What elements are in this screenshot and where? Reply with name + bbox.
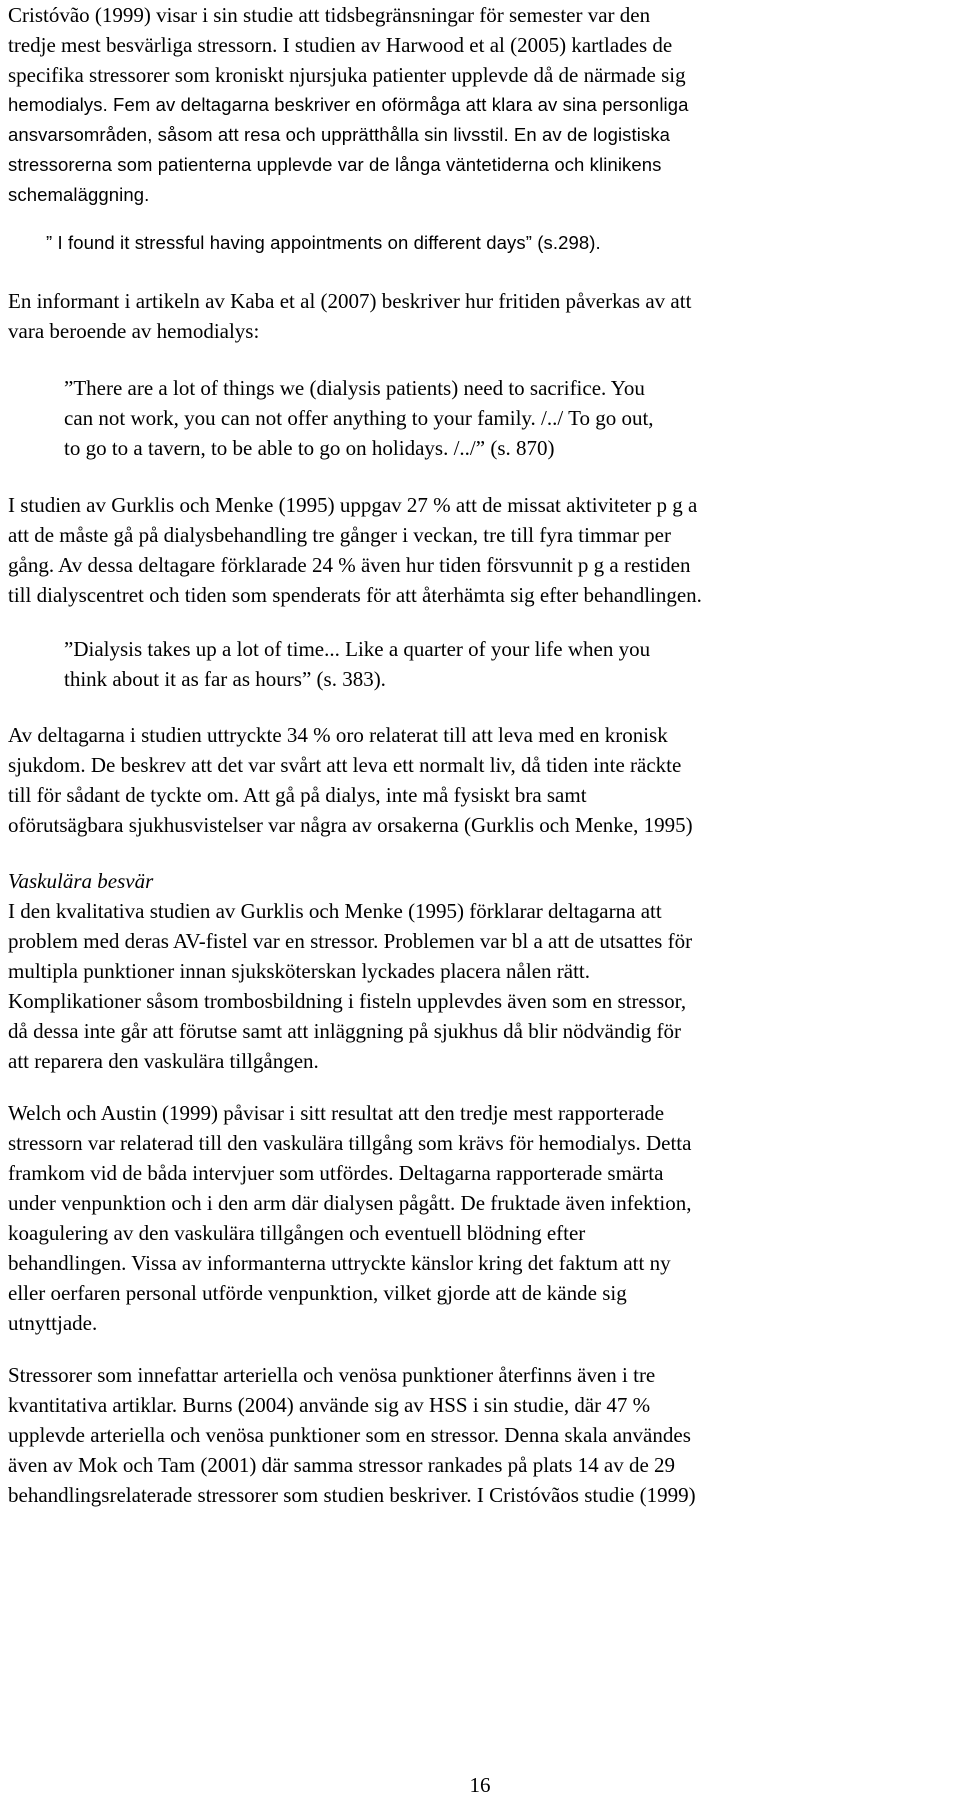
- paragraph-hemodialys-logistics: [8, 90, 830, 210]
- text-line: I studien av Gurklis och Menke (1995) uppgav 27 % att de missat aktiviteter p g a: [8, 493, 698, 517]
- quote-line: to go to a tavern, to be able to go on holidays. /../” (s. 870): [64, 436, 555, 460]
- text-line: hemodialys. Fem av deltagarna beskriver en oförmåga att klara av sina personliga: [8, 94, 689, 115]
- text-line: upplevde arteriella och venösa punktioner som en stressor. Denna skala användes: [8, 1423, 691, 1447]
- text-line: Welch och Austin (1999) påvisar i sitt resultat att den tredje mest rapporterade: [8, 1101, 665, 1125]
- text-line: En informant i artikeln av Kaba et al (2007) beskriver hur fritiden påverkas av att: [8, 289, 692, 313]
- text-line: behandlingen. Vissa av informanterna uttryckte känslor kring det faktum att ny: [8, 1251, 671, 1275]
- block-quote-appointments: [46, 228, 766, 258]
- quote-line: can not work, you can not offer anything to your family. /../ To go out,: [64, 406, 654, 430]
- text-line: stressorerna som patienterna upplevde var de långa väntetiderna och klinikens: [8, 154, 662, 175]
- text-line: att de måste gå på dialysbehandling tre gånger i veckan, tre till fyra timmar per: [8, 523, 671, 547]
- text-line: till för sådant de tyckte om. Att gå på dialys, inte må fysiskt bra samt: [8, 783, 587, 807]
- section-heading: Vaskulära besvär: [8, 869, 154, 893]
- quote-line: ” I found it stressful having appointments on different days” (s.298).: [46, 232, 601, 253]
- text-line: under venpunktion och i den arm där dialysen pågått. De fruktade även infektion,: [8, 1191, 692, 1215]
- text-line: ansvarsområden, såsom att resa och upprätthålla sin livsstil. En av de logistiska: [8, 124, 671, 145]
- text-line: oförutsägbara sjukhusvistelser var några av orsakerna (Gurklis och Menke, 1995): [8, 813, 693, 837]
- text-line: vara beroende av hemodialys:: [8, 319, 260, 343]
- text-line: att reparera den vaskulära tillgången.: [8, 1049, 319, 1073]
- paragraph-intro: [8, 0, 830, 90]
- text-line: schemaläggning.: [8, 184, 150, 205]
- paragraph-chronic-worry: [8, 720, 830, 840]
- text-line: Cristóvão (1999) visar i sin studie att tidsbegränsningar för semester var den: [8, 3, 651, 27]
- page-number: 16: [469, 1773, 491, 1797]
- text-line: specifika stressorer som kroniskt njursjuka patienter upplevde då de närmade sig: [8, 63, 686, 87]
- text-line: eller oerfaren personal utförde venpunktion, vilket gjorde att de kände sig: [8, 1281, 627, 1305]
- text-line: sjukdom. De beskrev att det var svårt att leva ett normalt liv, då tiden inte räckte: [8, 753, 682, 777]
- text-line: multipla punktioner innan sjuksköterskan lyckades placera nålen rätt.: [8, 959, 590, 983]
- text-line: tredje mest besvärliga stressorn. I studien av Harwood et al (2005) kartlades de: [8, 33, 673, 57]
- text-line: utnyttjade.: [8, 1311, 98, 1335]
- text-line: då dessa inte går att förutse samt att inläggning på sjukhus då blir nödvändig för: [8, 1019, 682, 1043]
- text-line: framkom vid de båda intervjuer som utfördes. Deltagarna rapporterade smärta: [8, 1161, 664, 1185]
- text-line: stressorn var relaterad till den vaskulära tillgång som krävs för hemodialys. Detta: [8, 1131, 692, 1155]
- quote-line: think about it as far as hours” (s. 383).: [64, 667, 386, 691]
- quote-line: ”There are a lot of things we (dialysis patients) need to sacrifice. You: [64, 376, 645, 400]
- text-line: Komplikationer såsom trombosbildning i fisteln upplevdes även som en stressor,: [8, 989, 687, 1013]
- section-vascular: [8, 866, 830, 1076]
- block-quote-sacrifice: [64, 373, 784, 463]
- text-line: problem med deras AV-fistel var en stressor. Problemen var bl a att de utsattes för: [8, 929, 693, 953]
- paragraph-kaba: [8, 286, 830, 346]
- text-line: behandlingsrelaterade stressorer som studien beskriver. I Cristóvãos studie (1999): [8, 1483, 696, 1507]
- text-line: kvantitativa artiklar. Burns (2004) använde sig av HSS i sin studie, där 47 %: [8, 1393, 651, 1417]
- text-line: koagulering av den vaskulära tillgången och eventuell blödning efter: [8, 1221, 586, 1245]
- paragraph-gurklis-activities: [8, 490, 830, 610]
- text-line: gång. Av dessa deltagare förklarade 24 % även hur tiden försvunnit p g a restiden: [8, 553, 691, 577]
- text-line: I den kvalitativa studien av Gurklis och Menke (1995) förklarar deltagarna att: [8, 899, 662, 923]
- text-line: till dialyscentret och tiden som spenderats för att återhämta sig efter behandlingen.: [8, 583, 702, 607]
- quote-line: ”Dialysis takes up a lot of time... Like a quarter of your life when you: [64, 637, 651, 661]
- block-quote-dialysis-time: [64, 634, 784, 694]
- paragraph-welch-austin: [8, 1098, 830, 1338]
- text-line: även av Mok och Tam (2001) där samma stressor rankades på plats 14 av de 29: [8, 1453, 676, 1477]
- text-line: Av deltagarna i studien uttryckte 34 % oro relaterat till att leva med en kronisk: [8, 723, 668, 747]
- paragraph-punctures: [8, 1360, 830, 1510]
- text-line: Stressorer som innefattar arteriella och venösa punktioner återfinns även i tre: [8, 1363, 656, 1387]
